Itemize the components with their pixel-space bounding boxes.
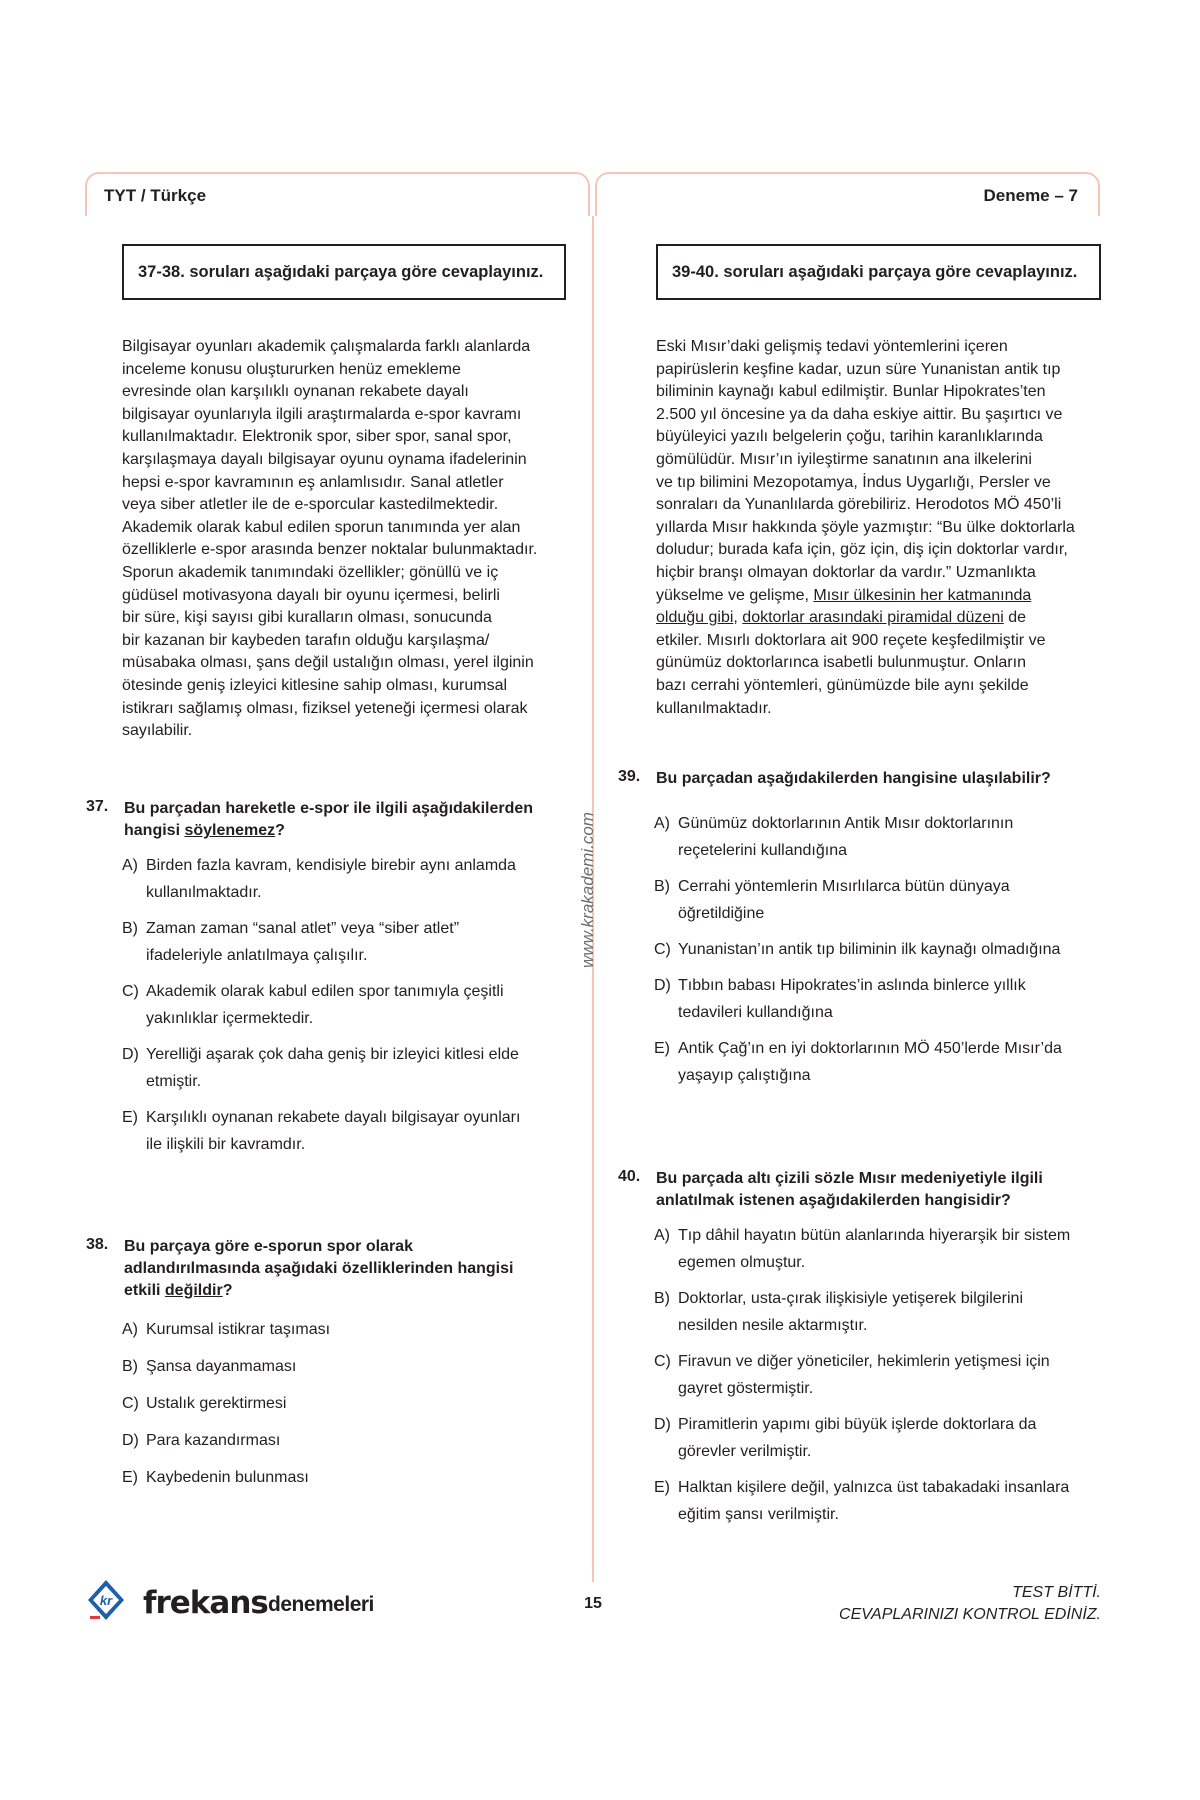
options-list [122, 1316, 562, 1501]
option-c[interactable] [122, 1390, 562, 1417]
passage-line: papirüslerin keşfine kadar, uzun süre Yunanistan antik tıp [656, 360, 1061, 378]
svg-text:kr: kr [99, 1593, 113, 1608]
option-text: Kaybedenin bulunması [146, 1469, 309, 1486]
instruction-text: 39-40. soruları aşağıdaki parçaya göre cevaplayınız. [672, 262, 1078, 281]
option-e[interactable] [654, 1035, 1104, 1089]
question-stem [124, 798, 564, 842]
question-number: 39. [618, 768, 641, 785]
option-text: Zaman zaman “sanal atlet” veya “siber atlet” [146, 920, 460, 937]
passage-line: özelliklerle e-spor arasında benzer noktalar bulunmaktadır. [122, 541, 538, 559]
option-text: etmiştir. [146, 1073, 202, 1090]
option-text: Kurumsal istikrar taşıması [146, 1321, 331, 1338]
stem-line [124, 820, 564, 842]
passage-line: veya siber atletler ile de e-sporcular kastedilmektedir. [122, 496, 499, 514]
option-letter: D) [654, 977, 671, 994]
instruction-box-37-38 [122, 244, 566, 300]
option-text: Günümüz doktorlarının Antik Mısır doktorlarının [678, 815, 1014, 832]
options-list [654, 810, 1104, 1098]
underlined-phrase: olduğu gibi [656, 609, 734, 627]
option-letter: B) [122, 920, 138, 937]
passage-line: günümüz doktorlarınca isabetli bulunmuştur. Onların [656, 654, 1026, 672]
passage-line: ötesinde geniş izleyici kitlesine sahip olması, kurumsal [122, 676, 508, 694]
option-text: reçetelerini kullandığına [678, 842, 847, 859]
passage-line: istikrarı sağlamış olması, fiziksel yeteneği içermesi olarak [122, 699, 528, 717]
option-text: Yunanistan’ın antik tıp biliminin ilk kaynağı olmadığına [678, 941, 1061, 958]
passage-line: yıllarda Mısır hakkında şöyle yazmıştır: “Bu ülke doktorlarla [656, 518, 1075, 536]
passage-line: evresinde olan karşılıklı oynanan rekabete dayalı [122, 383, 469, 401]
option-e[interactable] [122, 1104, 562, 1158]
option-text: nesilden nesile aktarmıştır. [678, 1317, 868, 1334]
end-note-line: TEST BİTTİ. [1012, 1584, 1101, 1601]
page-number: 15 [584, 1595, 602, 1612]
question-stem [124, 1236, 564, 1302]
option-a[interactable] [122, 1316, 562, 1343]
passage-line: bazı cerrahi yöntemleri, günümüzde bile aynı şekilde [656, 676, 1029, 694]
option-text: kullanılmaktadır. [146, 884, 262, 901]
option-text: Doktorlar, usta-çırak ilişkisiyle yetişerek bilgilerini [678, 1290, 1023, 1307]
passage-line: sonraları da Yunanlılarda görebiliriz. Herodotos MÖ 450’li [656, 496, 1062, 514]
option-text: ile ilişkili bir kavramdır. [146, 1136, 306, 1153]
option-letter: E) [122, 1109, 138, 1126]
option-text: Para kazandırması [146, 1432, 281, 1449]
stem-line: Bu parçadan hareketle e-spor ile ilgili aşağıdakilerden [124, 800, 534, 817]
option-letter: C) [122, 1395, 139, 1412]
option-a[interactable] [122, 852, 562, 906]
passage-egypt-medicine [656, 336, 1102, 720]
option-letter: D) [122, 1432, 139, 1449]
option-a[interactable] [654, 1222, 1104, 1276]
exam-number: Deneme – 7 [983, 186, 1078, 205]
stem-underlined: değildir [164, 1282, 223, 1299]
option-letter: D) [122, 1046, 139, 1063]
option-text: Şansa dayanmaması [146, 1358, 297, 1375]
option-letter: C) [654, 941, 671, 958]
option-letter: A) [122, 1321, 138, 1338]
question-stem: Bu parçadan aşağıdakilerden hangisine ulaşılabilir? [656, 770, 1051, 787]
stem-text: ? [275, 822, 285, 839]
option-text: Ustalık gerektirmesi [146, 1395, 287, 1412]
option-d[interactable] [654, 1411, 1104, 1465]
option-text: öğretildiğine [678, 905, 765, 922]
option-b[interactable] [122, 1353, 562, 1380]
option-text: gayret göstermiştir. [678, 1380, 814, 1397]
stem-line [124, 1280, 564, 1302]
end-note-line: CEVAPLARINIZI KONTROL EDİNİZ. [839, 1606, 1101, 1623]
option-text: Birden fazla kavram, kendisiyle birebir aynı anlamda [146, 857, 516, 874]
option-c[interactable] [654, 936, 1104, 963]
option-text: eğitim şansı verilmiştir. [678, 1506, 839, 1523]
passage-line: Akademik olarak kabul edilen sporun tanımında yer alan [122, 518, 521, 536]
brand-logo: frekans [143, 1585, 268, 1621]
passage-line: kullanılmaktadır. [656, 699, 772, 717]
instruction-box-39-40 [656, 244, 1101, 300]
passage-line: bir süre, kişi sayısı gibi kuralların olması, sonucunda [122, 609, 492, 627]
passage-line: karşılaşmaya dayalı bilgisayar oyunu oynama ifadelerinin [122, 450, 527, 468]
stem-line: adlandırılmasında aşağıdaki özelliklerinden hangisi [124, 1260, 514, 1277]
question-stem [656, 1168, 1101, 1212]
passage-line: hiçbir branşı olmayan doktorlar da vardır.” Uzmanlıkta [656, 563, 1036, 581]
option-text: Tıbbın babası Hipokrates’in aslında binlerce yıllık [678, 977, 1026, 994]
option-e[interactable] [122, 1464, 562, 1491]
option-letter: A) [654, 1227, 670, 1244]
options-list [122, 852, 562, 1167]
stem-line: Bu parçada altı çizili sözle Mısır medeniyetiyle ilgili [656, 1170, 1043, 1187]
passage-line: biliminin kaynağı kabul edilmiştir. Bunlar Hipokrates’ten [656, 383, 1046, 401]
option-letter: B) [654, 878, 670, 895]
passage-line [656, 585, 1102, 608]
passage-line: doludur; burada kafa için, göz için, diş için doktorlar vardır, [656, 541, 1068, 559]
option-text: Yerelliği aşarak çok daha geniş bir izleyici kitlesi elde [146, 1046, 519, 1063]
option-text: tedavileri kullandığına [678, 1004, 833, 1021]
passage-text: , [733, 609, 743, 627]
passage-text: de [1003, 609, 1027, 627]
passage-line: müsabaka olması, şans değil ustalığın olması, yerel ilginin [122, 654, 534, 672]
passage-text: yükselme ve gelişme, [656, 586, 814, 604]
test-end-note [839, 1582, 1101, 1626]
option-letter: E) [654, 1479, 670, 1496]
option-letter: B) [654, 1290, 670, 1307]
option-letter: C) [654, 1353, 671, 1370]
option-letter: D) [654, 1416, 671, 1433]
option-text: Antik Çağ’ın en iyi doktorlarının MÖ 450’lerde Mısır’da [678, 1040, 1062, 1057]
passage-line: 2.500 yıl öncesine ya da daha eskiye aittir. Bu şaşırtıcı ve [656, 405, 1063, 423]
option-text: ifadeleriyle anlatılmaya çalışılır. [146, 947, 368, 964]
passage-line: gömülüdür. Mısır’ın iyileştirme sanatının ana ilkelerini [656, 450, 1032, 468]
option-letter: B) [122, 1358, 138, 1375]
underlined-phrase: doktorlar arasındaki piramidal düzeni [742, 609, 1004, 627]
underlined-phrase: Mısır ülkesinin her katmanında [813, 586, 1032, 604]
option-text: Tıp dâhil hayatın bütün alanlarında hiyerarşik bir sistem [678, 1227, 1071, 1244]
passage-line: Bilgisayar oyunları akademik çalışmalarda farklı alanlarda [122, 338, 531, 355]
option-e[interactable] [654, 1474, 1104, 1528]
passage-line: bir kazanan bir kaybeden tarafın olduğu karşılaşma/ [122, 631, 490, 649]
option-text: Firavun ve diğer yöneticiler, hekimlerin yetişmesi için [678, 1353, 1050, 1370]
stem-text: hangisi [124, 822, 185, 839]
passage-line: kullanılmaktadır. Elektronik spor, siber spor, sanal spor, [122, 428, 512, 446]
option-d[interactable] [122, 1427, 562, 1454]
stem-text: etkili [124, 1282, 165, 1299]
option-b[interactable] [654, 1285, 1104, 1339]
passage-line: Sporun akademik tanımındaki özellikler; gönüllü ve iç [122, 563, 499, 581]
option-letter: E) [122, 1469, 138, 1486]
option-letter: E) [654, 1040, 670, 1057]
option-text: Cerrahi yöntemlerin Mısırlılarca bütün dünyaya [678, 878, 1010, 895]
stem-underlined: söylenemez [184, 822, 276, 839]
exam-title: TYT / Türkçe [104, 186, 207, 205]
option-c[interactable] [122, 978, 562, 1032]
option-text: Halktan kişilere değil, yalnızca üst tabakadaki insanlara [678, 1479, 1070, 1496]
passage-line: sayılabilir. [122, 722, 193, 740]
passage-line: büyüleyici yazılı belgelerin çoğu, tarihin karanlıklarında [656, 428, 1043, 446]
passage-line: etkiler. Mısırlı doktorlara ait 900 reçete keşfedilmiştir ve [656, 631, 1046, 649]
option-text: egemen olmuştur. [678, 1254, 806, 1271]
question-number: 37. [86, 798, 109, 815]
option-text: Akademik olarak kabul edilen spor tanımıyla çeşitli [146, 983, 504, 1000]
option-c[interactable] [654, 1348, 1104, 1402]
stem-line: anlatılmak istenen aşağıdakilerden hangisidir? [656, 1192, 1011, 1209]
passage-esports [122, 336, 562, 743]
stem-line: Bu parçaya göre e-sporun spor olarak [124, 1238, 413, 1255]
option-letter: A) [122, 857, 138, 874]
option-a[interactable] [654, 810, 1104, 864]
options-list [654, 1222, 1104, 1537]
stem-text: ? [222, 1282, 233, 1299]
option-b[interactable] [122, 915, 562, 969]
brand-subtitle: denemeleri [268, 1593, 374, 1616]
option-text: görevler verilmiştir. [678, 1443, 812, 1460]
option-text: yakınlıklar içermektedir. [146, 1010, 314, 1027]
option-text: yaşayıp çalıştığına [678, 1067, 811, 1084]
passage-line: bilgisayar oyunlarıyla ilgili araştırmalarda e-spor kavramı [122, 405, 522, 423]
option-letter: A) [654, 815, 670, 832]
passage-line: Eski Mısır’daki gelişmiş tedavi yöntemlerini içeren [656, 338, 1008, 355]
passage-line: hepsi e-spor kavramının eş anlamlısıdır. Sanal atletler [122, 473, 504, 491]
passage-line: güdüsel motivasyona dayalı bir oyunu içermesi, belirli [122, 586, 500, 604]
question-number: 38. [86, 1236, 109, 1253]
question-number: 40. [618, 1168, 641, 1185]
option-b[interactable] [654, 873, 1104, 927]
option-text: Karşılıklı oynanan rekabete dayalı bilgisayar oyunları [146, 1109, 521, 1126]
passage-line [656, 607, 1102, 630]
passage-line: inceleme konusu oluştururken henüz emekleme [122, 360, 461, 378]
option-letter: C) [122, 983, 139, 1000]
option-d[interactable] [654, 972, 1104, 1026]
option-d[interactable] [122, 1041, 562, 1095]
website-watermark: www.krakademi.com [578, 812, 597, 968]
instruction-text: 37-38. soruları aşağıdaki parçaya göre cevaplayınız. [138, 262, 544, 281]
option-text: Piramitlerin yapımı gibi büyük işlerde doktorlara da [678, 1416, 1037, 1433]
passage-line: ve tıp bilimini Mezopotamya, İndus Uygarlığı, Persler ve [656, 473, 1051, 491]
